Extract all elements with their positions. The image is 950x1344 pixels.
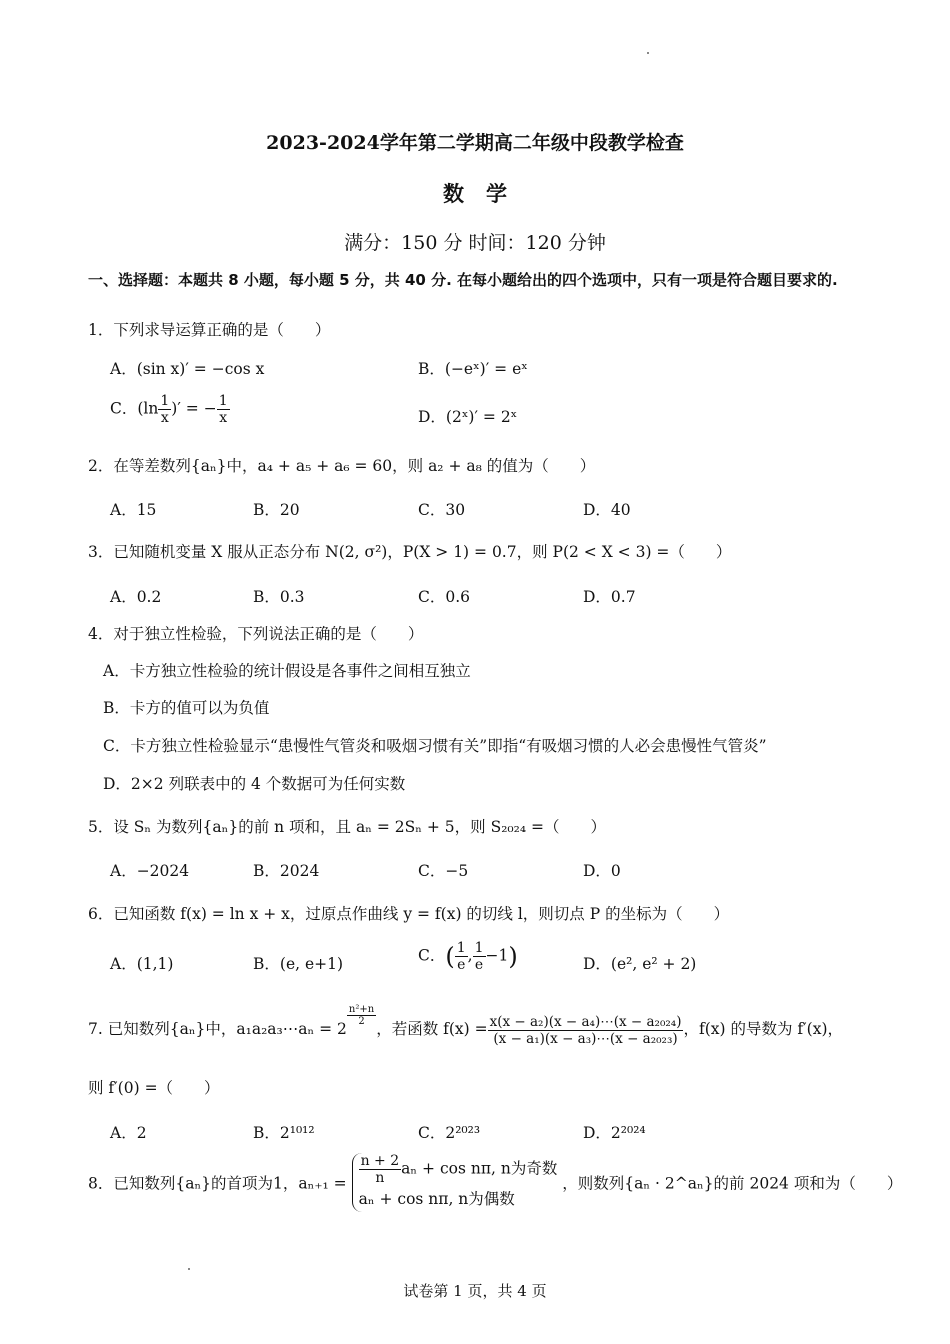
q4-option-c: C．卡方独立性检验显示“患慢性气管炎和吸烟习惯有关”即指“有吸烟习惯的人必会患慢性气管炎” bbox=[103, 737, 767, 755]
q3-option-d: D．0.7 bbox=[583, 588, 636, 606]
piecewise-definition: $\frac{n + 2}{n}$ aₙ + cos nπ, n为奇数 aₙ + cos nπ, n为偶数 bbox=[352, 1153, 558, 1212]
q5-option-d: D．0 bbox=[583, 862, 621, 880]
q6-option-d: D．(e², e² + 2) bbox=[583, 955, 697, 973]
q3-option-b: B．0.3 bbox=[253, 588, 305, 606]
q3-option-c: C．0.6 bbox=[418, 588, 471, 606]
exam-subject: 数学 bbox=[443, 181, 529, 206]
scan-dot bbox=[188, 1268, 190, 1270]
exam-meta: 满分：150 分 时间：120 分钟 bbox=[344, 232, 606, 254]
q1-option-b: B．(−eˣ)′ = eˣ bbox=[418, 360, 528, 378]
question-7-stem: 7. 已知数列{aₙ}中，a₁a₂a₃⋯aₙ = 2 $^{\frac{\text{n²+n}}{2}}$ ，若函数 f(x) = $\frac{\text{x(x − a₂)(x − a₄)⋯(x − a₂₀₂₄)}}{\text{(x − a₁)(x − a₃)⋯(x − a₂₀₂₃)}}$ ，f(x) 的导数为 f′(x)， bbox=[88, 1004, 843, 1047]
q2-option-a: A．15 bbox=[110, 501, 157, 519]
q6-option-c: C．( $\frac{1}{e}$ , $\frac{1}{e}$ −1) bbox=[418, 940, 518, 973]
q7-option-a: A．2 bbox=[110, 1124, 147, 1142]
q2-option-b: B．20 bbox=[253, 501, 300, 519]
q4-option-b: B．卡方的值可以为负值 bbox=[103, 699, 270, 717]
q6-option-a: A．(1,1) bbox=[110, 955, 174, 973]
page-footer: 试卷第 1 页，共 4 页 bbox=[403, 1282, 547, 1300]
q5-option-c: C．−5 bbox=[418, 862, 469, 880]
q1-option-a: A．(sin x)′ = −cos x bbox=[110, 360, 265, 378]
scan-dot bbox=[647, 52, 649, 54]
q3-option-a: A．0.2 bbox=[110, 588, 162, 606]
question-3-stem: 3．已知随机变量 X 服从正态分布 N(2, σ²)，P(X > 1) = 0.7，则 P(2 < X < 3) =（ ） bbox=[88, 543, 732, 561]
q1-option-c: C．(ln $\frac{1}{x}$ )′ = − $\frac{1}{x}$ bbox=[110, 393, 228, 426]
q5-option-b: B．2024 bbox=[253, 862, 320, 880]
q6-option-b: B．(e, e+1) bbox=[253, 955, 344, 973]
question-2-stem: 2．在等差数列{aₙ}中，a₄ + a₅ + a₆ = 60，则 a₂ + a₈ 的值为（ ） bbox=[88, 457, 596, 475]
q2-option-d: D．40 bbox=[583, 501, 631, 519]
question-5-stem: 5．设 Sₙ 为数列{aₙ}的前 n 项和，且 aₙ = 2Sₙ + 5，则 S₂₀₂₄ =（ ） bbox=[88, 818, 606, 836]
q4-option-d: D．2×2 列联表中的 4 个数据可为任何实数 bbox=[103, 775, 406, 793]
q7-option-b: B．2¹⁰¹² bbox=[253, 1124, 315, 1142]
q7-option-d: D．2²⁰²⁴ bbox=[583, 1124, 646, 1142]
q7-option-c: C．2²⁰²³ bbox=[418, 1124, 481, 1142]
q2-option-c: C．30 bbox=[418, 501, 466, 519]
question-8-stem: 8．已知数列{aₙ}的首项为1，aₙ₊₁ = $\frac{n + 2}{n}$ aₙ + cos nπ, n为奇数 aₙ + cos nπ, n为偶数 ，则数列{aₙ · 2^aₙ}的前 2024 项和为（ ） bbox=[88, 1153, 902, 1212]
question-7-stem-line2: 则 f′(0) =（ ） bbox=[88, 1079, 220, 1097]
exam-title: 2023-2024学年第二学期高二年级中段教学检查 bbox=[266, 132, 684, 154]
q4-option-a: A．卡方独立性检验的统计假设是各事件之间相互独立 bbox=[103, 662, 471, 680]
q1-option-d: D．(2ˣ)′ = 2ˣ bbox=[418, 408, 518, 426]
section-heading: 一、选择题：本题共 8 小题，每小题 5 分，共 40 分. 在每小题给出的四个选项中，只有一项是符合题目要求的. bbox=[88, 271, 838, 289]
question-1-stem: 1．下列求导运算正确的是（ ） bbox=[88, 321, 331, 339]
q5-option-a: A．−2024 bbox=[110, 862, 190, 880]
question-4-stem: 4．对于独立性检验，下列说法正确的是（ ） bbox=[88, 625, 424, 643]
question-6-stem: 6．已知函数 f(x) = ln x + x，过原点作曲线 y = f(x) 的切线 l，则切点 P 的坐标为（ ） bbox=[88, 905, 730, 923]
